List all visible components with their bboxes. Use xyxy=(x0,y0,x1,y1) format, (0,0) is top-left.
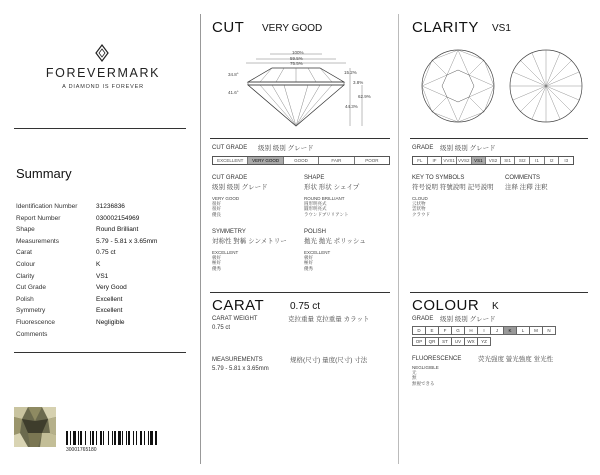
column-divider xyxy=(200,14,201,464)
scale-cell: I3 xyxy=(564,158,569,163)
summary-row-key: Measurements xyxy=(16,237,59,245)
scale-cell: VVS1 xyxy=(442,157,457,164)
scale-cell: EXCELLENT xyxy=(213,157,248,164)
clarity-crown-plot xyxy=(420,48,496,124)
polish-label: POLISH xyxy=(304,229,327,235)
scale-cell: VERY GOOD xyxy=(248,157,283,164)
colour-scale-row-2 xyxy=(412,337,490,346)
scale-cell: E xyxy=(425,326,439,335)
scale-cell: UV xyxy=(451,337,465,346)
clarity-grade-jp: 级别 级别 グレード xyxy=(440,145,496,152)
cut-scale-label: CUT GRADE xyxy=(212,145,248,151)
scale-cell: F xyxy=(438,326,452,335)
value-line: 無 xyxy=(412,375,417,381)
barcode-bar xyxy=(122,431,123,445)
polish-jp: 拋光 拋光 ポリッシュ xyxy=(304,238,366,245)
scale-cell: L xyxy=(516,326,530,335)
barcode-bar xyxy=(112,431,113,445)
summary-row xyxy=(16,249,186,256)
summary-row-value: Negligible xyxy=(96,319,125,326)
carat-value: 0.75 ct xyxy=(290,301,321,312)
carat-title: CARAT xyxy=(212,297,265,314)
clarity-grade-label: GRADE xyxy=(412,145,434,151)
summary-row-value: VS1 xyxy=(96,272,109,280)
measurements-jp: 规格(尺寸) 量度(尺寸) 寸法 xyxy=(290,357,368,364)
summary-row-value: 31236836 xyxy=(96,203,125,210)
value-line: 圆形明亮式 xyxy=(304,201,327,207)
summary-row xyxy=(16,307,186,314)
summary-row-key: Symmetry xyxy=(16,307,46,315)
barcode-bar xyxy=(73,431,76,445)
scale-cell: I1 xyxy=(530,157,545,164)
colour-grade-jp: 级别 级别 グレード xyxy=(440,316,496,323)
summary-row xyxy=(16,215,186,222)
summary-row xyxy=(16,296,186,303)
barcode-bar xyxy=(85,431,86,445)
scale-cell: D xyxy=(412,326,426,335)
key-to-symbols-values xyxy=(412,196,430,217)
value-line: ROUND BRILLIANT xyxy=(304,196,345,201)
scale-cell: ST xyxy=(438,337,452,346)
scale-cell: YZ xyxy=(477,337,491,346)
scale-cell: POOR xyxy=(365,158,379,163)
key-to-symbols-jp: 符号说明 符號說明 記号説明 xyxy=(412,184,494,191)
shape-values xyxy=(304,196,349,217)
scale-cell: M xyxy=(529,326,543,335)
colour-grade-label: GRADE xyxy=(412,316,434,322)
summary-row-value: Excellent xyxy=(96,295,123,303)
barcode-bar xyxy=(80,431,82,445)
value-line: EXCELLENT xyxy=(212,250,239,255)
value-line: 極好 xyxy=(212,260,221,266)
scale-cell: VS2 xyxy=(486,157,501,164)
cut-grade-values xyxy=(212,196,239,217)
scale-cell: SI1 xyxy=(501,157,516,164)
scale-cell: FL xyxy=(413,157,428,164)
key-to-symbols-label: KEY TO SYMBOLS xyxy=(412,175,465,181)
measurements-label: MEASUREMENTS xyxy=(212,357,263,363)
summary-row-key: Clarity xyxy=(16,272,35,280)
clarity-grade-scale xyxy=(412,156,574,165)
colour-value: K xyxy=(492,301,499,312)
scale-cell: J xyxy=(490,326,504,335)
value-line: 無視できる xyxy=(412,380,435,386)
colour-top-rule xyxy=(410,292,588,293)
summary-row xyxy=(16,273,186,280)
barcode-bar xyxy=(90,431,91,445)
summary-row-value: 0.75 ct xyxy=(96,249,116,257)
value-line: NEGLIGIBLE xyxy=(412,365,439,370)
value-line: 很好 xyxy=(212,206,221,212)
clarity-title: CLARITY xyxy=(412,19,479,36)
symmetry-values xyxy=(212,250,238,271)
value-line: 无 xyxy=(412,370,417,376)
barcode-bar xyxy=(92,431,94,445)
scale-cell: VVS2 xyxy=(457,157,472,164)
barcode-bar xyxy=(144,431,145,445)
scale-cell: K xyxy=(503,326,517,335)
cut-crown-height: 15.2% xyxy=(344,70,357,75)
cut-grade-jp: 级别 级别 グレード xyxy=(212,184,268,191)
barcode-bar xyxy=(126,431,127,445)
summary-row xyxy=(16,319,186,326)
cut-table-pct: 100% xyxy=(292,50,304,55)
colour-scale-row-1 xyxy=(412,326,555,335)
barcode-bar xyxy=(78,431,79,445)
value-line: 極好 xyxy=(304,260,313,266)
fluorescence-label: FLUORESCENCE xyxy=(412,356,462,362)
clarity-rule xyxy=(410,138,588,139)
polish-values xyxy=(304,250,330,271)
shape-label: SHAPE xyxy=(304,175,325,181)
carat-top-rule xyxy=(210,292,390,293)
cut-pavilion-depth: 44.3% xyxy=(345,104,358,109)
fluorescence-jp: 荧光强度 螢光強度 蛍光性 xyxy=(478,356,554,363)
summary-row-key: Colour xyxy=(16,261,36,268)
cut-girdle: 3.8% xyxy=(353,80,364,85)
cut-crown-pct: 59.5% xyxy=(290,56,303,61)
summary-title: Summary xyxy=(16,166,72,181)
scale-cell: WX xyxy=(464,337,478,346)
cut-grade-label: CUT GRADE xyxy=(212,175,248,181)
barcode-bar xyxy=(114,431,116,445)
barcode-bar xyxy=(128,431,130,445)
scale-cell: I2 xyxy=(545,157,560,164)
brand-tagline: A DIAMOND IS FOREVER xyxy=(62,84,144,90)
scale-cell: IF xyxy=(428,157,443,164)
summary-row-value: Excellent xyxy=(96,307,123,315)
summary-row xyxy=(16,226,186,233)
column-divider-right xyxy=(398,14,399,464)
value-line: 很好 xyxy=(212,201,221,207)
measurements-value: 5.79 - 5.81 x 3.65mm xyxy=(212,366,269,372)
barcode xyxy=(66,431,188,445)
scale-cell: FAIR xyxy=(319,157,354,164)
summary-row xyxy=(16,331,186,338)
carat-weight-value: 0.75 ct xyxy=(212,325,231,331)
value-line: EXCELLENT xyxy=(304,250,331,255)
barcode-bar xyxy=(70,431,71,445)
summary-row-key: Cut Grade xyxy=(16,284,46,292)
barcode-bar xyxy=(136,431,137,445)
fluorescence-values xyxy=(412,365,439,386)
scale-cell: N xyxy=(542,326,556,335)
barcode-bar xyxy=(133,431,134,445)
diamond-photo xyxy=(14,407,56,447)
summary-row-key: Report Number xyxy=(16,214,61,222)
cut-title: CUT xyxy=(212,19,245,36)
summary-row-key: Polish xyxy=(16,295,34,303)
scale-cell: VS1 xyxy=(472,157,487,164)
symmetry-label: SYMMETRY xyxy=(212,229,246,235)
cut-value: VERY GOOD xyxy=(262,23,323,34)
value-line: ラウンドブリリアント xyxy=(304,211,349,217)
brand-name: FOREVERMARK xyxy=(45,66,161,80)
summary-top-rule xyxy=(14,128,186,129)
value-line: 云状物 xyxy=(412,201,426,207)
barcode-bar xyxy=(118,431,121,445)
cut-pavilion-angle: 41.6° xyxy=(228,90,239,95)
value-line: 圓形明亮式 xyxy=(304,206,327,212)
value-line: クラウド xyxy=(412,211,430,217)
cut-grade-scale xyxy=(212,156,390,165)
summary-row-value: 030002154969 xyxy=(96,214,140,222)
barcode-bar xyxy=(66,431,68,445)
summary-row-key: Carat xyxy=(16,249,32,257)
barcode-number: 30001765180 xyxy=(66,447,97,453)
summary-row xyxy=(16,284,186,291)
colour-title: COLOUR xyxy=(412,297,480,314)
summary-row xyxy=(16,261,186,268)
value-line: 雲狀物 xyxy=(412,206,426,212)
summary-row-value: 5.79 - 5.81 x 3.65mm xyxy=(96,237,158,245)
summary-row-value: Very Good xyxy=(96,284,127,292)
barcode-bar xyxy=(150,431,153,445)
summary-row-key: Fluorescence xyxy=(16,319,56,326)
value-line: 優秀 xyxy=(304,265,313,271)
cut-rule xyxy=(210,138,390,139)
value-line: 優秀 xyxy=(212,265,221,271)
comments-label: COMMENTS xyxy=(505,175,540,181)
cut-crown-angle: 34.8° xyxy=(228,72,239,77)
scale-cell: G xyxy=(451,326,465,335)
comments-jp: 注释 注釋 注釈 xyxy=(505,184,548,191)
summary-row xyxy=(16,203,186,210)
cut-girdle-pct: 75.5% xyxy=(290,61,303,66)
scale-cell: SI2 xyxy=(515,157,530,164)
carat-weight-jp: 克拉重量 克拉重量 カラット xyxy=(288,316,370,323)
barcode-bar xyxy=(96,431,97,445)
summary-row xyxy=(16,238,186,245)
scale-cell: OP xyxy=(412,337,426,346)
scale-cell: GOOD xyxy=(284,157,319,164)
summary-row-key: Identification Number xyxy=(16,203,78,210)
value-line: CLOUD xyxy=(412,196,428,201)
barcode-bar xyxy=(103,431,104,445)
summary-row-key: Comments xyxy=(16,330,48,338)
symmetry-jp: 対称性 對稱 シンメトリー xyxy=(212,238,287,245)
value-line: 极好 xyxy=(304,255,313,261)
clarity-value: VS1 xyxy=(492,23,511,34)
cut-scale-jp: 级别 级别 グレード xyxy=(258,145,314,152)
summary-bottom-rule xyxy=(14,352,186,353)
scale-cell: H xyxy=(464,326,478,335)
summary-row-value: Round Brilliant xyxy=(96,226,139,234)
barcode-bar xyxy=(100,431,102,445)
clarity-pavilion-plot xyxy=(508,48,584,124)
value-line: 极好 xyxy=(212,255,221,261)
barcode-bar xyxy=(148,431,149,445)
barcode-bar xyxy=(108,431,109,445)
barcode-bar xyxy=(155,431,157,445)
scale-cell: I xyxy=(477,326,491,335)
carat-weight-label: CARAT WEIGHT xyxy=(212,316,258,322)
forevermark-logo-icon xyxy=(94,44,110,62)
shape-jp: 形状 形状 シェイプ xyxy=(304,184,360,191)
barcode-bar xyxy=(140,431,142,445)
value-line: VERY GOOD xyxy=(212,196,240,201)
summary-row-key: Shape xyxy=(16,226,35,234)
scale-cell: QR xyxy=(425,337,439,346)
summary-row-value: K xyxy=(96,261,101,268)
cut-total-depth: 62.9% xyxy=(358,94,371,99)
value-line: 優良 xyxy=(212,211,221,217)
